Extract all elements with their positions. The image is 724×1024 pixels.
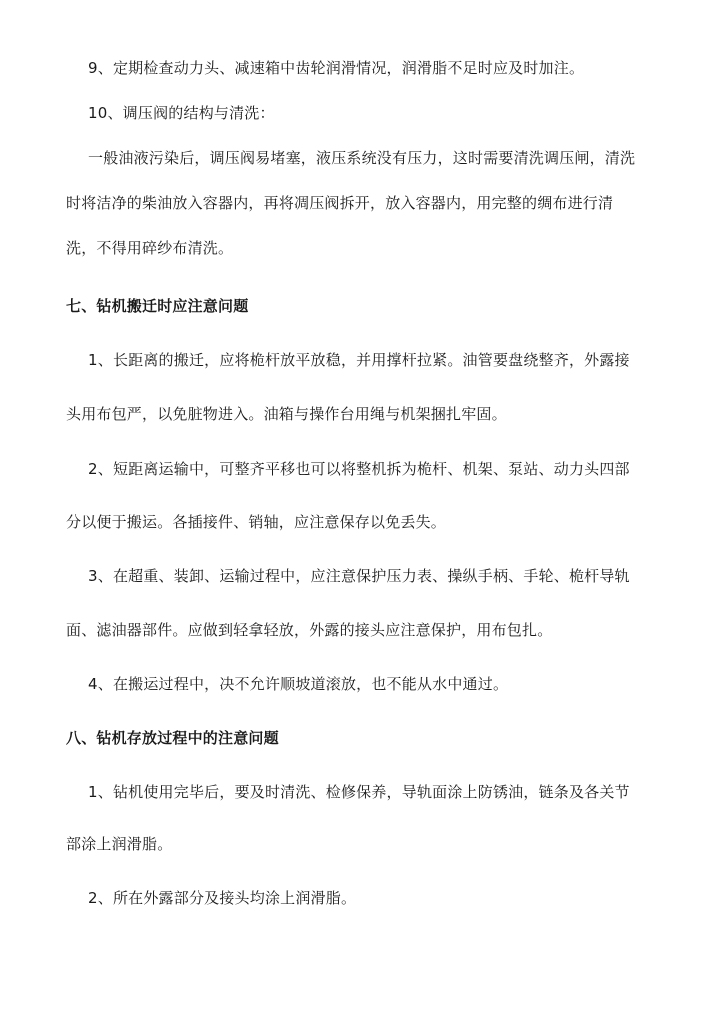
paragraph-line: 1、长距离的搬迁，应将桅杆放平放稳，并用撑杆拉紧。油管要盘绕整齐，外露接 bbox=[88, 351, 630, 369]
paragraph-line: 部涂上润滑脂。 bbox=[66, 835, 173, 853]
paragraph-line: 2、短距离运输中，可整齐平移也可以将整机拆为桅杆、机架、泵站、动力头四部 bbox=[88, 460, 630, 478]
paragraph-line: 10、调压阀的结构与清洗： bbox=[88, 104, 275, 122]
paragraph-line: 3、在超重、装卸、运输过程中，应注意保护压力表、操纵手柄、手轮、桅杆导轨 bbox=[88, 567, 630, 585]
paragraph-line: 一般油液污染后，调压阀易堵塞，液压系统没有压力，这时需要清洗调压闸，清洗 bbox=[88, 149, 636, 167]
paragraph-line: 时将洁净的柴油放入容器内，再将凋压阀拆开，放入容器内，用完整的绸布进行清 bbox=[66, 194, 614, 212]
section-heading-8: 八、钻机存放过程中的注意问题 bbox=[66, 729, 279, 747]
paragraph-line: 4、在搬运过程中，决不允许顺坡道滚放，也不能从水中通过。 bbox=[88, 675, 509, 693]
paragraph-line: 面、滤油器部件。应做到轻拿轻放，外露的接头应注意保护，用布包扎。 bbox=[66, 621, 553, 639]
paragraph-line: 1、钻机使用完毕后，要及时清洗、检修保养，导轨面涂上防锈油，链条及各关节 bbox=[88, 783, 630, 801]
section-heading-7: 七、钻机搬迁时应注意问题 bbox=[66, 297, 249, 315]
paragraph-line: 9、定期检查动力头、减速箱中齿轮润滑情况，润滑脂不足时应及时加注。 bbox=[88, 59, 585, 77]
paragraph-line: 洗，不得用碎纱布清洗。 bbox=[66, 239, 234, 257]
paragraph-line: 分以便于搬运。各插接件、销轴，应注意保存以免丢失。 bbox=[66, 513, 447, 531]
paragraph-line: 2、所在外露部分及接头均涂上润滑脂。 bbox=[88, 889, 357, 907]
paragraph-line: 头用布包严，以免脏物进入。油箱与操作台用绳与机架捆扎牢固。 bbox=[66, 405, 507, 423]
